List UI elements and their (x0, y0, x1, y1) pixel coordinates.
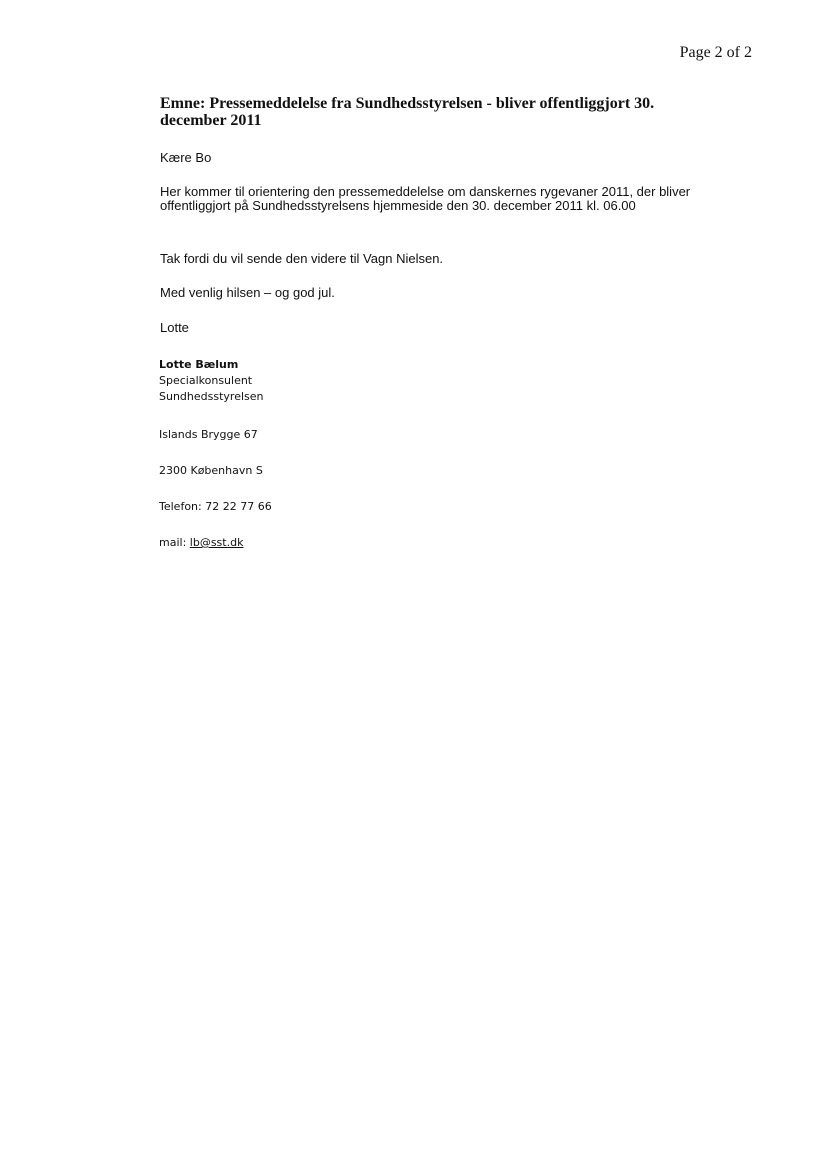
email-paragraph-announcement: Her kommer til orientering den pressemeddelelse om danskernes rygevaner 2011, der bliver offentliggjort på Sundhedsstyrelsens hjemmeside den 30. december 2011 kl. 06.00 (160, 184, 691, 213)
email-paragraph-request: Tak fordi du vil sende den videre til Vagn Nielsen. (160, 251, 444, 266)
signature-mail (159, 535, 243, 551)
signature-address: Islands Brygge 67 (159, 428, 258, 441)
email-subject: Emne: Pressemeddelelse fra Sundhedsstyrelsen - bliver offentliggjort 30. december 2011 (160, 95, 655, 129)
signature-city: 2300 København S (159, 464, 263, 477)
email-paragraph-closing: Med venlig hilsen – og god jul. (160, 285, 335, 300)
signature-name: Lotte Bælum (159, 358, 239, 371)
mail-label: mail: (159, 536, 190, 549)
email-signoff: Lotte (160, 320, 189, 335)
mail-link[interactable]: lb@sst.dk (189, 536, 244, 549)
signature-title: Specialkonsulent (159, 374, 253, 387)
email-greeting: Kære Bo (160, 150, 212, 165)
signature-block (159, 357, 264, 405)
signature-phone: Telefon: 72 22 77 66 (159, 500, 272, 513)
signature-organization: Sundhedsstyrelsen (159, 390, 264, 403)
page-indicator: Page 2 of 2 (679, 44, 752, 61)
